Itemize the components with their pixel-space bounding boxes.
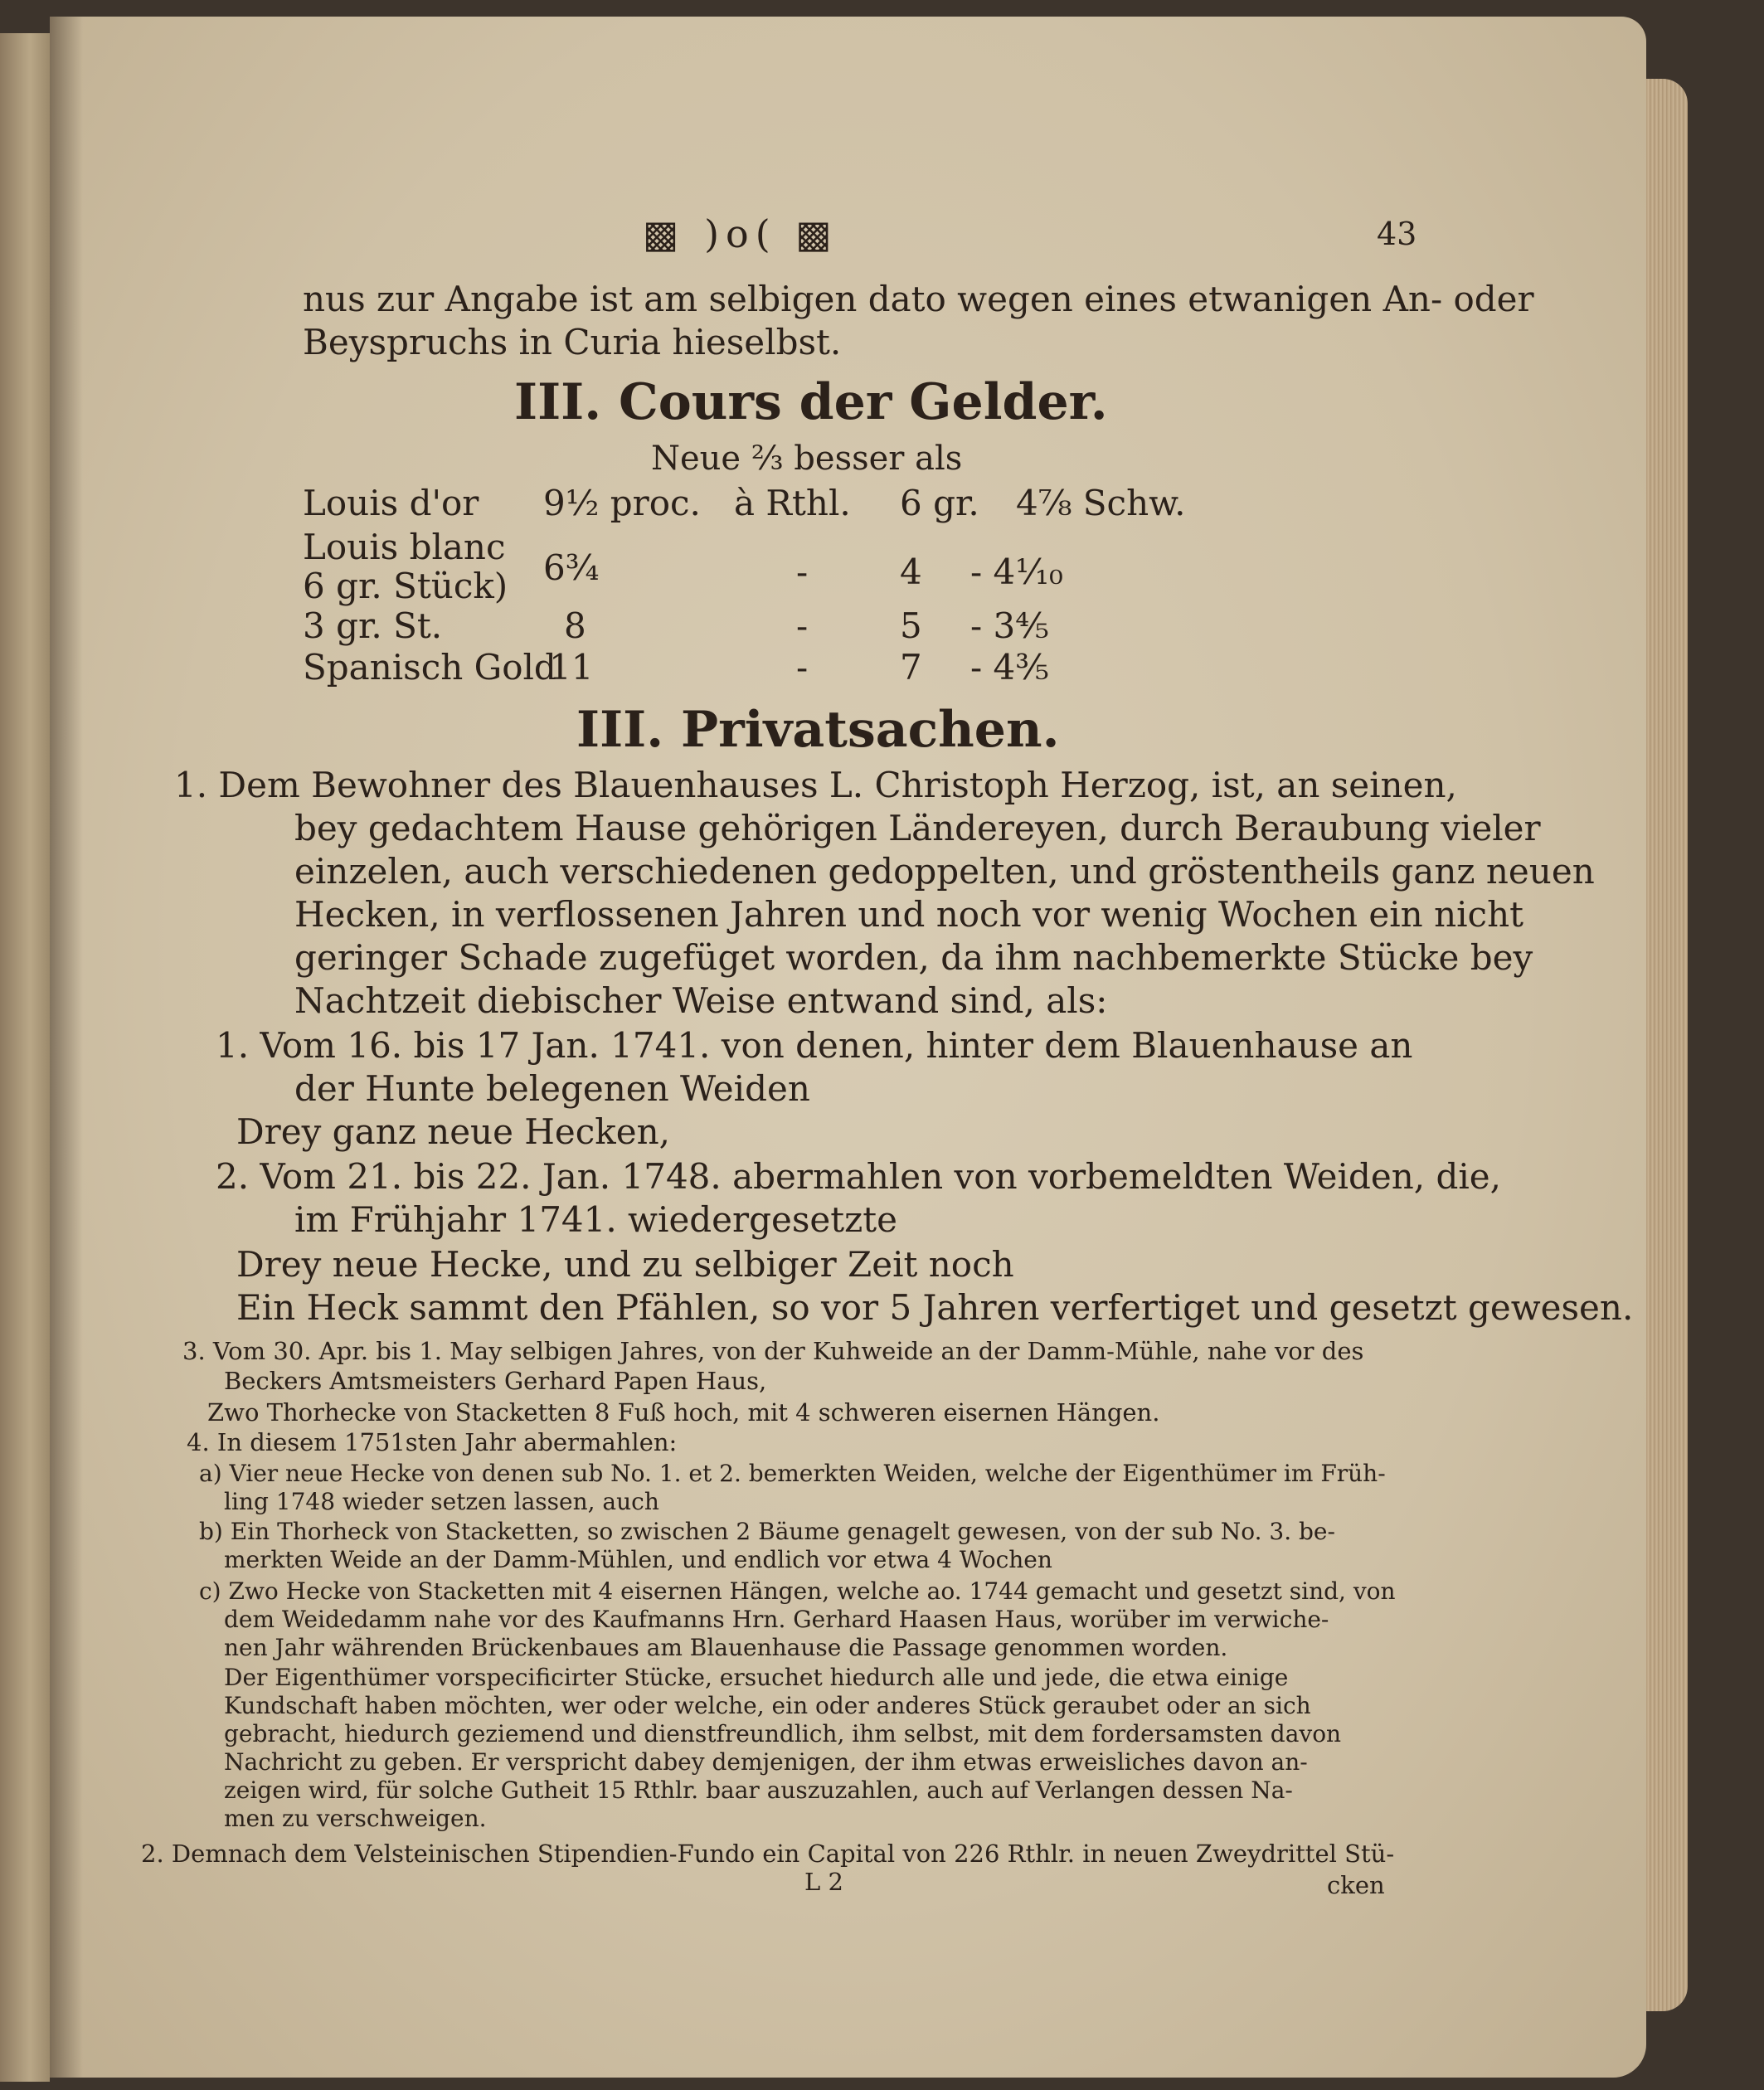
gutter-shadow — [50, 17, 83, 2078]
row-name: Louis blanc — [303, 527, 506, 567]
row-gr: 7 — [900, 647, 922, 688]
text-line: Drey neue Hecke, und zu selbiger Zeit noch — [236, 1244, 1014, 1285]
page-number: 43 — [1377, 216, 1417, 252]
row-name: Louis d'or — [303, 483, 479, 523]
small-line: Zwo Thorhecke von Stacketten 8 Fuß hoch, mit 4 schweren eisernen Hängen. — [207, 1398, 1160, 1427]
text-line: 1. Vom 16. bis 17 Jan. 1741. von denen, hinter dem Blauenhause an — [216, 1025, 1413, 1066]
row-pct: 11 — [549, 647, 594, 688]
text-line: Drey ganz neue Hecken, — [236, 1111, 671, 1152]
small-line: Beckers Amtsmeisters Gerhard Papen Haus, — [224, 1367, 767, 1395]
text-line: Hecken, in verflossenen Jahren und noch vor wenig Wochen ein nicht — [294, 894, 1523, 935]
small-line: ling 1748 wieder setzen lassen, auch — [224, 1488, 659, 1515]
text-line: 2. Vom 21. bis 22. Jan. 1748. abermahlen von vorbemeldten Weiden, die, — [216, 1156, 1501, 1197]
text-line: einzelen, auch verschiedenen gedoppelten, und gröstentheils ganz neuen — [294, 851, 1595, 892]
small-line: men zu verschweigen. — [224, 1805, 487, 1832]
signature-mark: L 2 — [804, 1868, 843, 1896]
small-line: merkten Weide an der Damm-Mühlen, und endlich vor etwa 4 Wochen — [224, 1546, 1052, 1573]
row-name: 3 gr. St. — [303, 605, 443, 646]
text-line: 1. Dem Bewohner des Blauenhauses L. Christoph Herzog, ist, an seinen, — [174, 765, 1457, 805]
row-gr: 4 — [900, 552, 922, 592]
small-line: Nachricht zu geben. Er verspricht dabey demjenigen, der ihm etwas erweisliches davon an- — [224, 1748, 1308, 1776]
row-schw: - 4⅗ — [970, 647, 1049, 688]
row-name: 6 gr. Stück) — [303, 566, 508, 606]
row-gr: 5 — [900, 605, 922, 646]
catchword: cken — [1327, 1871, 1385, 1899]
intro-line-1: nus zur Angabe ist am selbigen dato wegen eines etwanigen An- oder — [303, 279, 1534, 319]
small-line: 4. In diesem 1751sten Jahr abermahlen: — [187, 1428, 678, 1456]
row-schw: 4⅞ Schw. — [1016, 483, 1186, 523]
intro-line-2: Beyspruchs in Curia hieselbst. — [303, 322, 842, 362]
row-a: à Rthl. — [734, 483, 851, 523]
row-gr: 6 gr. — [900, 483, 979, 523]
row-pct: 6¾ — [543, 547, 600, 588]
small-line: zeigen wird, für solche Gutheit 15 Rthlr. baar auszuzahlen, auch auf Verlangen dessen Na- — [224, 1776, 1293, 1804]
small-line: gebracht, hiedurch geziemend und dienstfreundlich, ihm selbst, mit dem fordersamsten davon — [224, 1720, 1342, 1747]
text-line: Ein Heck sammt den Pfählen, so vor 5 Jahren verfertiget und gesetzt gewesen. — [236, 1287, 1634, 1328]
header-ornament: ▩ )o( ▩ — [643, 211, 838, 256]
left-page-edge — [0, 33, 50, 2082]
cours-subheading: Neue ⅔ besser als — [651, 440, 963, 478]
small-line: a) Vier neue Hecke von denen sub No. 1. et 2. bemerkten Weiden, welche der Eigenthümer im Früh- — [199, 1460, 1386, 1487]
small-line: 3. Vom 30. Apr. bis 1. May selbigen Jahres, von der Kuhweide an der Damm-Mühle, nahe vor des — [182, 1337, 1364, 1365]
small-line: c) Zwo Hecke von Stacketten mit 4 eisernen Hängen, welche ao. 1744 gemacht und gesetzt sind, von — [199, 1577, 1396, 1605]
text-line: geringer Schade zugefüget worden, da ihm nachbemerkte Stücke bey — [294, 937, 1533, 978]
row-a: - — [796, 647, 809, 688]
privat-heading: III. Privatsachen. — [576, 701, 1060, 759]
text-line: 2. Demnach dem Velsteinischen Stipendien-Fundo ein Capital von 226 Rthlr. in neuen Zweydrittel Stü- — [141, 1840, 1395, 1868]
text-line: Nachtzeit diebischer Weise entwand sind, als: — [294, 980, 1108, 1021]
text-line: bey gedachtem Hause gehörigen Ländereyen, durch Beraubung vieler — [294, 808, 1541, 848]
row-a: - — [796, 605, 809, 646]
row-name: Spanisch Gold — [303, 647, 556, 688]
row-pct: 9½ proc. — [543, 483, 701, 523]
small-line: Kundschaft haben möchten, wer oder welche, ein oder anderes Stück geraubet oder an sich — [224, 1692, 1311, 1719]
small-line: nen Jahr währenden Brückenbaues am Blauenhause die Passage genommen worden. — [224, 1634, 1228, 1661]
row-schw: - 4¹⁄₁₀ — [970, 552, 1063, 592]
row-a: - — [796, 552, 809, 592]
row-schw: - 3⅘ — [970, 605, 1049, 646]
row-pct: 8 — [564, 605, 586, 646]
text-line: im Frühjahr 1741. wiedergesetzte — [294, 1199, 898, 1240]
small-line: b) Ein Thorheck von Stacketten, so zwischen 2 Bäume genagelt gewesen, von der sub No. 3. be- — [199, 1518, 1335, 1545]
text-line: der Hunte belegenen Weiden — [294, 1068, 810, 1109]
small-line: dem Weidedamm nahe vor des Kaufmanns Hrn. Gerhard Haasen Haus, worüber im verwiche- — [224, 1606, 1329, 1633]
small-line: Der Eigenthümer vorspecificirter Stücke, ersuchet hiedurch alle und jede, die etwa einige — [224, 1664, 1289, 1691]
cours-heading: III. Cours der Gelder. — [514, 373, 1108, 431]
